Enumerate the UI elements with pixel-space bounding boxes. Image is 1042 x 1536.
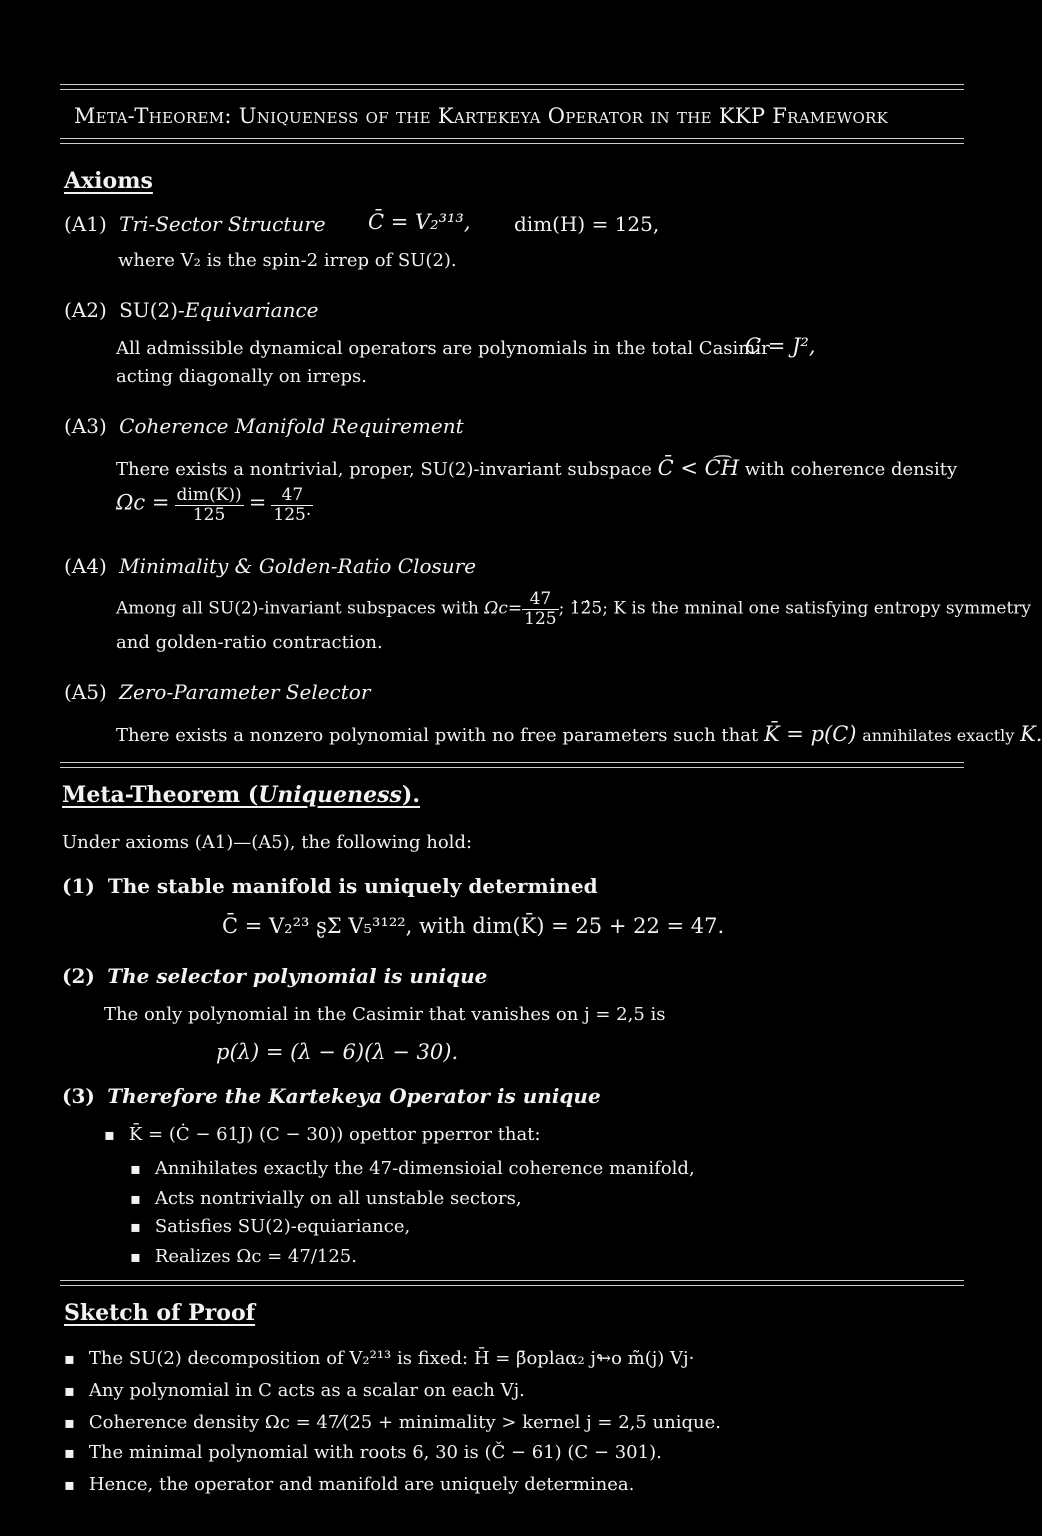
a3-label: (A3) [64, 414, 107, 438]
a2-casimir: C = J², [745, 334, 816, 358]
a3-text: There exists a nontrivial, proper, SU(2)-invariant subspace [116, 459, 652, 480]
a1-label: (A1) [64, 212, 107, 236]
a2-row [64, 298, 319, 322]
i3-bullet: ▪ Annihilates exactly the 47-dimensioial coherence manifold, [130, 1158, 695, 1179]
a1-note: where V₂ is the spin-2 irrep of SU(2). [118, 250, 457, 271]
a5-line1 [116, 722, 1042, 746]
a5-text-b: annihilates exactly [862, 726, 1015, 745]
a5-k: K. [1020, 722, 1042, 746]
theorem-heading-italic: Uniqueness [258, 782, 402, 808]
i3-name: Therefore the Kartekeya Operator is unique [107, 1084, 601, 1108]
top-rule-2 [60, 89, 964, 90]
i1-name: The stable manifold is uniquely determined [107, 874, 598, 898]
a3-name: Coherence Manifold Requirement [119, 414, 464, 438]
i2-name: The selector polynomial is unique [107, 964, 488, 988]
a1-equation: C̄ = V₂³¹³, [368, 210, 471, 234]
a3-subspace: C̄ < C͡H [657, 456, 740, 480]
a3-omega: Ωc = [116, 490, 170, 515]
title-rule-1 [60, 138, 964, 139]
a4-frac-den: 125 [524, 608, 557, 629]
a2-line2: acting diagonally on irreps. [116, 366, 367, 387]
a4-line2: and golden-ratio contraction. [116, 632, 383, 653]
a3-frac2-num: 47 [271, 486, 313, 506]
axioms-heading: Axioms [64, 168, 153, 194]
theorem-heading-end: ). [401, 782, 420, 808]
i2-label: (2) [62, 964, 95, 988]
proof-bullet: ▪ The minimal polynomial with roots 6, 30 is (Č − 61) (C − 301). [64, 1442, 662, 1463]
a2-name-plain: SU(2)- [119, 298, 185, 322]
a4-frac-num: 47 [522, 590, 558, 610]
a4-row [64, 554, 476, 578]
page-title: Meta-Theorem: Uniqueness of the Kartekeya Operator in the KKP Framework [74, 104, 889, 128]
i2-line: The only polynomial in the Casimir that vanishes on j = 2,5 is [104, 1004, 666, 1025]
proof-rule-2 [60, 1285, 964, 1286]
a4-name: Minimality & Golden-Ratio Closure [119, 554, 477, 578]
a5-name: Zero-Parameter Selector [119, 680, 371, 704]
proof-bullet: ▪ Hence, the operator and manifold are uniquely determinea. [64, 1474, 634, 1495]
i3-main: ▪ K̄ = (Ċ − 61J) (C − 30)) opettor pperror that: [104, 1124, 541, 1145]
top-rule-1 [60, 84, 964, 85]
a3-density [116, 486, 313, 524]
a3-row [64, 414, 464, 438]
a3-text-b: with coherence density [744, 459, 958, 480]
title-rule-2 [60, 143, 964, 144]
a4-line1 [116, 590, 1031, 628]
i3-bullet: ▪ Realizes Ωc = 47/125. [130, 1246, 357, 1267]
a4-text-b: ; 1̀2̂5; K is the mninal one satisfying entropy symmetry [558, 598, 1032, 619]
i1-label: (1) [62, 874, 95, 898]
proof-bullet: ▪ Coherence density Ωc = 47⁄(25 + minimality > kernel j = 2,5 unique. [64, 1412, 721, 1433]
a3-frac1-den: 125 [192, 504, 226, 525]
i2-row [62, 964, 487, 988]
theorem-intro: Under axioms (A1)—(A5), the following hold: [62, 832, 473, 853]
proof-rule-1 [60, 1280, 964, 1281]
theorem-heading-text: Meta-Theorem ( [62, 782, 259, 808]
a5-row [64, 680, 370, 704]
proof-bullet: ▪ Any polynomial in C acts as a scalar on each Vj. [64, 1380, 525, 1401]
a5-label: (A5) [64, 680, 107, 704]
a2-line1: All admissible dynamical operators are polynomials in the total Casimir [116, 338, 770, 359]
proof-heading: Sketch of Proof [64, 1300, 256, 1326]
a5-math: K̄ = p(C) [763, 722, 857, 746]
a4-frac [522, 590, 558, 628]
i1-row [62, 874, 598, 898]
a4-label: (A4) [64, 554, 107, 578]
i1-equation: C̄ = V₂²³ ʂΣ V₅³¹²², with dim(K̄) = 25 + 22 = 47. [222, 914, 725, 938]
mid-rule-1 [60, 762, 964, 763]
a3-frac2-den: 125· [273, 504, 312, 525]
a4-omega: Ωc= [484, 598, 523, 619]
i3-label: (3) [62, 1084, 95, 1108]
mid-rule-2 [60, 767, 964, 768]
a3-frac1-num: dim(K)) [176, 485, 242, 505]
a5-text: There exists a nonzero polynomial pwith no free parameters such that [116, 725, 759, 746]
a1-name: Tri-Sector Structure [119, 212, 326, 236]
a4-text-a: Among all SU(2)-invariant subspaces with [116, 598, 479, 619]
proof-bullet: ▪ The SU(2) decomposition of V₂²¹³ is fixed: H̄ = β̄oplaα₂ j↬o m̃(j) Vj· [64, 1348, 694, 1369]
a3-line1 [116, 456, 957, 480]
a1-dim: dim(H) = 125, [514, 212, 660, 236]
theorem-heading [62, 782, 420, 808]
i3-bullet: ▪ Acts nontrivially on all unstable sectors, [130, 1188, 522, 1209]
a3-eq: = [248, 490, 267, 515]
i3-row [62, 1084, 601, 1108]
i2-equation: p(λ) = (λ − 6)(λ − 30). [216, 1040, 459, 1064]
a1-row [64, 212, 326, 236]
a2-label: (A2) [64, 298, 107, 322]
a3-frac1 [175, 486, 244, 524]
i3-bullet: ▪ Satisfies SU(2)-equiariance, [130, 1216, 410, 1237]
a2-name-italic: Equivariance [184, 298, 319, 322]
a3-frac2 [271, 486, 313, 524]
